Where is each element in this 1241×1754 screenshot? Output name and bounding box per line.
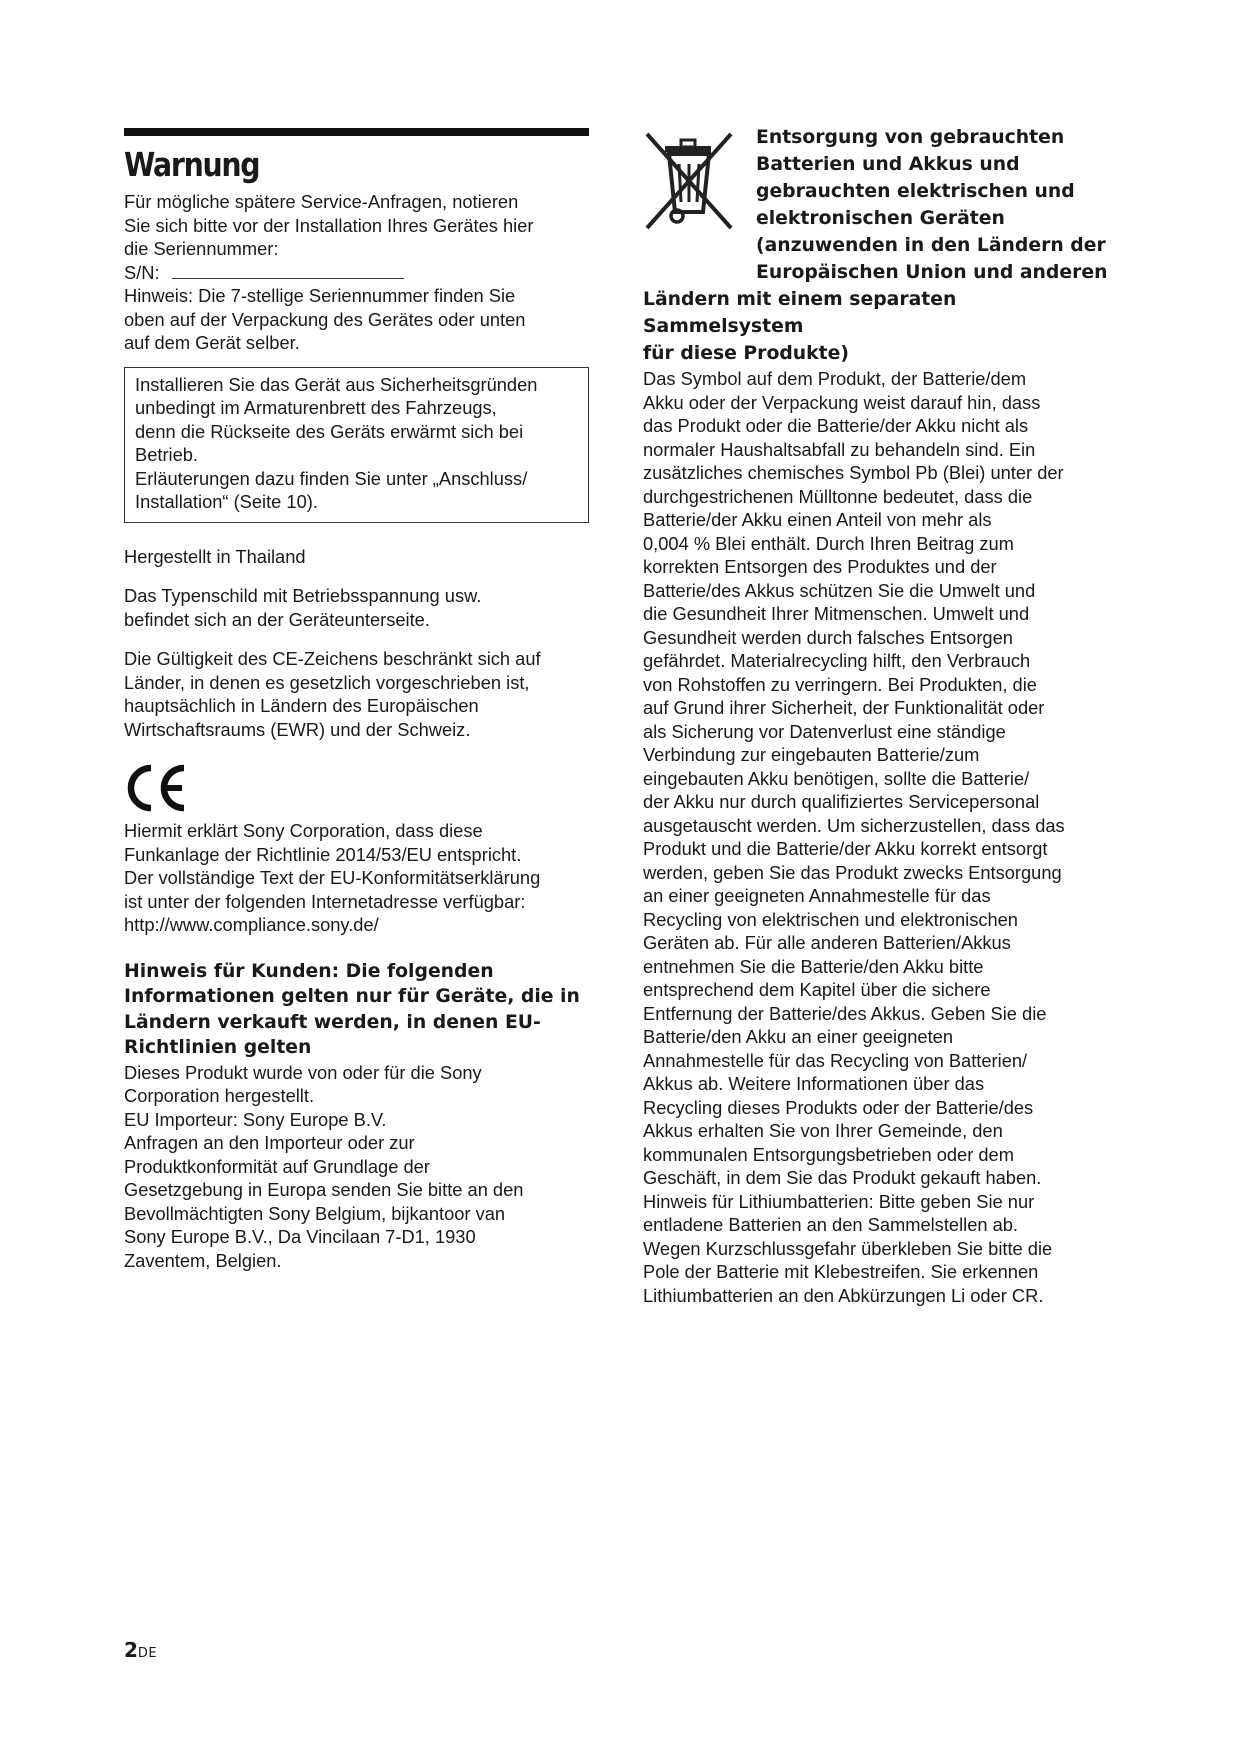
- text-line: Akku oder der Verpackung weist darauf hin, dass: [643, 391, 1041, 413]
- text-line: Wegen Kurzschlussgefahr überkleben Sie bitte die: [643, 1237, 1053, 1259]
- customer-note-heading: [124, 959, 590, 1061]
- text-line: Verbindung zur eingebauten Batterie/zum: [643, 744, 980, 765]
- text-line: 0,004 % Blei enthält. Durch Ihren Beitrag zum: [643, 532, 1014, 554]
- text-line: Anfragen an den Importeur oder zur: [124, 1132, 415, 1153]
- made-in-text: Hergestellt in Thailand: [124, 545, 306, 567]
- text-line: Akkus ab. Weitere Informationen über das: [643, 1073, 985, 1094]
- heading-line: elektronischen Geräten: [756, 208, 1005, 229]
- text-line: Recycling von elektrischen und elektronischen: [643, 908, 1018, 930]
- text-line: unbedingt im Armaturenbrett des Fahrzeugs,: [135, 397, 497, 418]
- serial-blank-line: [172, 264, 404, 279]
- text-line: korrekten Entsorgen des Produktes und der: [643, 556, 997, 577]
- text-line: befindet sich an der Geräteunterseite.: [124, 608, 430, 630]
- section-top-rule: [124, 128, 589, 136]
- text-line: Die Gültigkeit des CE-Zeichens beschränkt sich auf: [124, 648, 541, 669]
- text-line: Wirtschaftsraums (EWR) und der Schweiz.: [124, 718, 471, 740]
- page-number-value: 2: [124, 1638, 138, 1662]
- text-line: Das Typenschild mit Betriebsspannung usw.: [124, 585, 482, 606]
- text-line: werden, geben Sie das Produkt zwecks Entsorgung: [643, 861, 1062, 883]
- text-line: das Produkt oder die Batterie/der Akku nicht als: [643, 415, 1029, 436]
- text-line: Funkanlage der Richtlinie 2014/53/EU entspricht.: [124, 843, 522, 865]
- text-line: Pole der Batterie mit Klebestreifen. Sie erkennen: [643, 1261, 1039, 1282]
- text-line: Geräten ab. Für alle anderen Batterien/Akkus: [643, 932, 1011, 953]
- heading-line: Richtlinien gelten: [124, 1037, 312, 1058]
- text-line: Recycling dieses Produkts oder der Batterie/des: [643, 1096, 1034, 1118]
- heading-line: Ländern mit einem separaten Sammelsystem: [643, 289, 957, 337]
- crossed-out-wheelie-bin-icon: [643, 130, 735, 234]
- disposal-body: [643, 367, 1117, 1307]
- heading-line: (anzuwenden in den Ländern der: [756, 235, 1106, 256]
- heading-line: gebrauchten elektrischen und: [756, 181, 1075, 202]
- text-line: EU Importeur: Sony Europe B.V.: [124, 1108, 387, 1130]
- text-line: Annahmestelle für das Recycling von Batterien/: [643, 1049, 1028, 1071]
- text-line: normaler Haushaltsabfall zu behandeln sind. Ein: [643, 438, 1036, 460]
- text-line: Lithiumbatterien an den Abkürzungen Li oder CR.: [643, 1284, 1044, 1306]
- text-line: Batterie/des Akkus schützen Sie die Umwelt und: [643, 579, 1036, 601]
- left-column: [124, 128, 590, 1272]
- text-line: entladene Batterien an den Sammelstellen ab.: [643, 1214, 1019, 1235]
- text-line: hauptsächlich in Ländern des Europäischen: [124, 695, 479, 716]
- serial-number-line: [124, 261, 590, 285]
- text-line: der Akku nur durch qualifiziertes Servicepersonal: [643, 791, 1040, 812]
- text-line: Hiermit erklärt Sony Corporation, dass diese: [124, 820, 483, 841]
- text-line: gefährdet. Materialrecycling hilft, den Verbrauch: [643, 650, 1031, 671]
- text-line: denn die Rückseite des Geräts erwärmt sich bei: [135, 420, 524, 442]
- disposal-heading-block: [643, 124, 1117, 367]
- text-line: von Rohstoffen zu verringern. Bei Produkten, die: [643, 673, 1037, 695]
- text-line: Produkt und die Batterie/der Akku korrekt entsorgt: [643, 838, 1048, 859]
- text-line: zusätzliches chemisches Symbol Pb (Blei) unter der: [643, 462, 1064, 483]
- text-line: Hinweis: Die 7-stellige Seriennummer finden Sie: [124, 285, 516, 306]
- text-line: Gesundheit werden durch falsches Entsorgen: [643, 626, 1013, 648]
- text-line: Produktkonformität auf Grundlage der: [124, 1155, 430, 1177]
- customer-note-body: [124, 1061, 590, 1273]
- text-line: Sie sich bitte vor der Installation Ihres Gerätes hier: [124, 214, 534, 236]
- right-column: [643, 124, 1117, 1307]
- heading-line: Ländern verkauft werden, in denen EU-: [124, 1011, 541, 1033]
- text-line: Installieren Sie das Gerät aus Sicherheitsgründen: [135, 373, 538, 395]
- text-line: an einer geeigneten Annahmestelle für das: [643, 885, 991, 906]
- text-line: Länder, in denen es gesetzlich vorgeschrieben ist,: [124, 671, 530, 693]
- ce-validity-text: [124, 647, 590, 741]
- text-line: Erläuterungen dazu finden Sie unter „Anschluss/: [135, 467, 528, 489]
- serial-label: S/N:: [124, 261, 160, 283]
- heading-line: Europäischen Union und anderen: [756, 262, 1108, 283]
- text-line: kommunalen Entsorgungsbetrieben oder dem: [643, 1143, 1014, 1165]
- heading-line: Batterien und Akkus und: [756, 154, 1020, 175]
- text-line: Der vollständige Text der EU-Konformitätserklärung: [124, 867, 541, 888]
- heading-line: Informationen gelten nur für Geräte, die in: [124, 986, 580, 1007]
- text-line: Batterie/der Akku einen Anteil von mehr als: [643, 509, 992, 530]
- text-line: als Sicherung vor Datenverlust eine ständige: [643, 720, 1006, 742]
- text-line: Sony Europe B.V., Da Vincilaan 7-D1, 1930: [124, 1226, 476, 1247]
- text-line: Akkus erhalten Sie von Ihrer Gemeinde, den: [643, 1120, 1003, 1141]
- text-line: oben auf der Verpackung des Gerätes oder unten: [124, 308, 526, 330]
- text-line: eingebauten Akku benötigen, sollte die Batterie/: [643, 767, 1030, 789]
- text-line: Gesetzgebung in Europa senden Sie bitte an den: [124, 1179, 524, 1200]
- page-number: [124, 1638, 157, 1662]
- heading-line: Hinweis für Kunden: Die folgenden: [124, 960, 494, 982]
- serial-intro: [124, 190, 590, 355]
- ce-mark-icon: [124, 763, 590, 813]
- text-line: die Seriennummer:: [124, 238, 279, 259]
- section-title: Warnung: [124, 145, 260, 184]
- compliance-url: http://www.compliance.sony.de/: [124, 914, 379, 935]
- installation-note-box: [124, 367, 589, 523]
- text-line: ausgetauscht werden. Um sicherzustellen, dass das: [643, 814, 1065, 836]
- text-line: auf Grund ihrer Sicherheit, der Funktionalität oder: [643, 697, 1045, 718]
- text-line: Das Symbol auf dem Produkt, der Batterie/dem: [643, 368, 1027, 389]
- text-line: Zaventem, Belgien.: [124, 1249, 282, 1271]
- heading-line: für diese Produkte): [643, 343, 849, 364]
- text-line: die Gesundheit Ihrer Mitmenschen. Umwelt und: [643, 603, 1030, 624]
- nameplate-text: [124, 584, 590, 631]
- text-line: Dieses Produkt wurde von oder für die Sony: [124, 1061, 482, 1083]
- text-line: durchgestrichenen Mülltonne bedeutet, dass die: [643, 485, 1033, 507]
- text-line: Geschäft, in dem Sie das Produkt gekauft haben.: [643, 1167, 1042, 1188]
- text-line: Bevollmächtigten Sony Belgium, bijkantoor van: [124, 1202, 506, 1224]
- text-line: Batterie/den Akku an einer geeigneten: [643, 1026, 953, 1047]
- text-line: ist unter der folgenden Internetadresse verfügbar:: [124, 890, 526, 912]
- heading-line: Entsorgung von gebrauchten: [756, 127, 1065, 148]
- text-line: Entfernung der Batterie/des Akkus. Geben Sie die: [643, 1002, 1047, 1024]
- text-line: auf dem Gerät selber.: [124, 332, 300, 353]
- text-line: Corporation hergestellt.: [124, 1085, 315, 1106]
- text-line: Betrieb.: [135, 444, 199, 465]
- page-language-suffix: DE: [137, 1646, 158, 1661]
- text-line: Hinweis für Lithiumbatterien: Bitte geben Sie nur: [643, 1190, 1035, 1212]
- text-line: entnehmen Sie die Batterie/den Akku bitte: [643, 955, 984, 977]
- text-line: entsprechend dem Kapitel über die sichere: [643, 979, 991, 1000]
- text-line: Installation“ (Seite 10).: [135, 491, 318, 512]
- declaration-text: [124, 819, 590, 937]
- text-line: Für mögliche spätere Service-Anfragen, notieren: [124, 191, 519, 212]
